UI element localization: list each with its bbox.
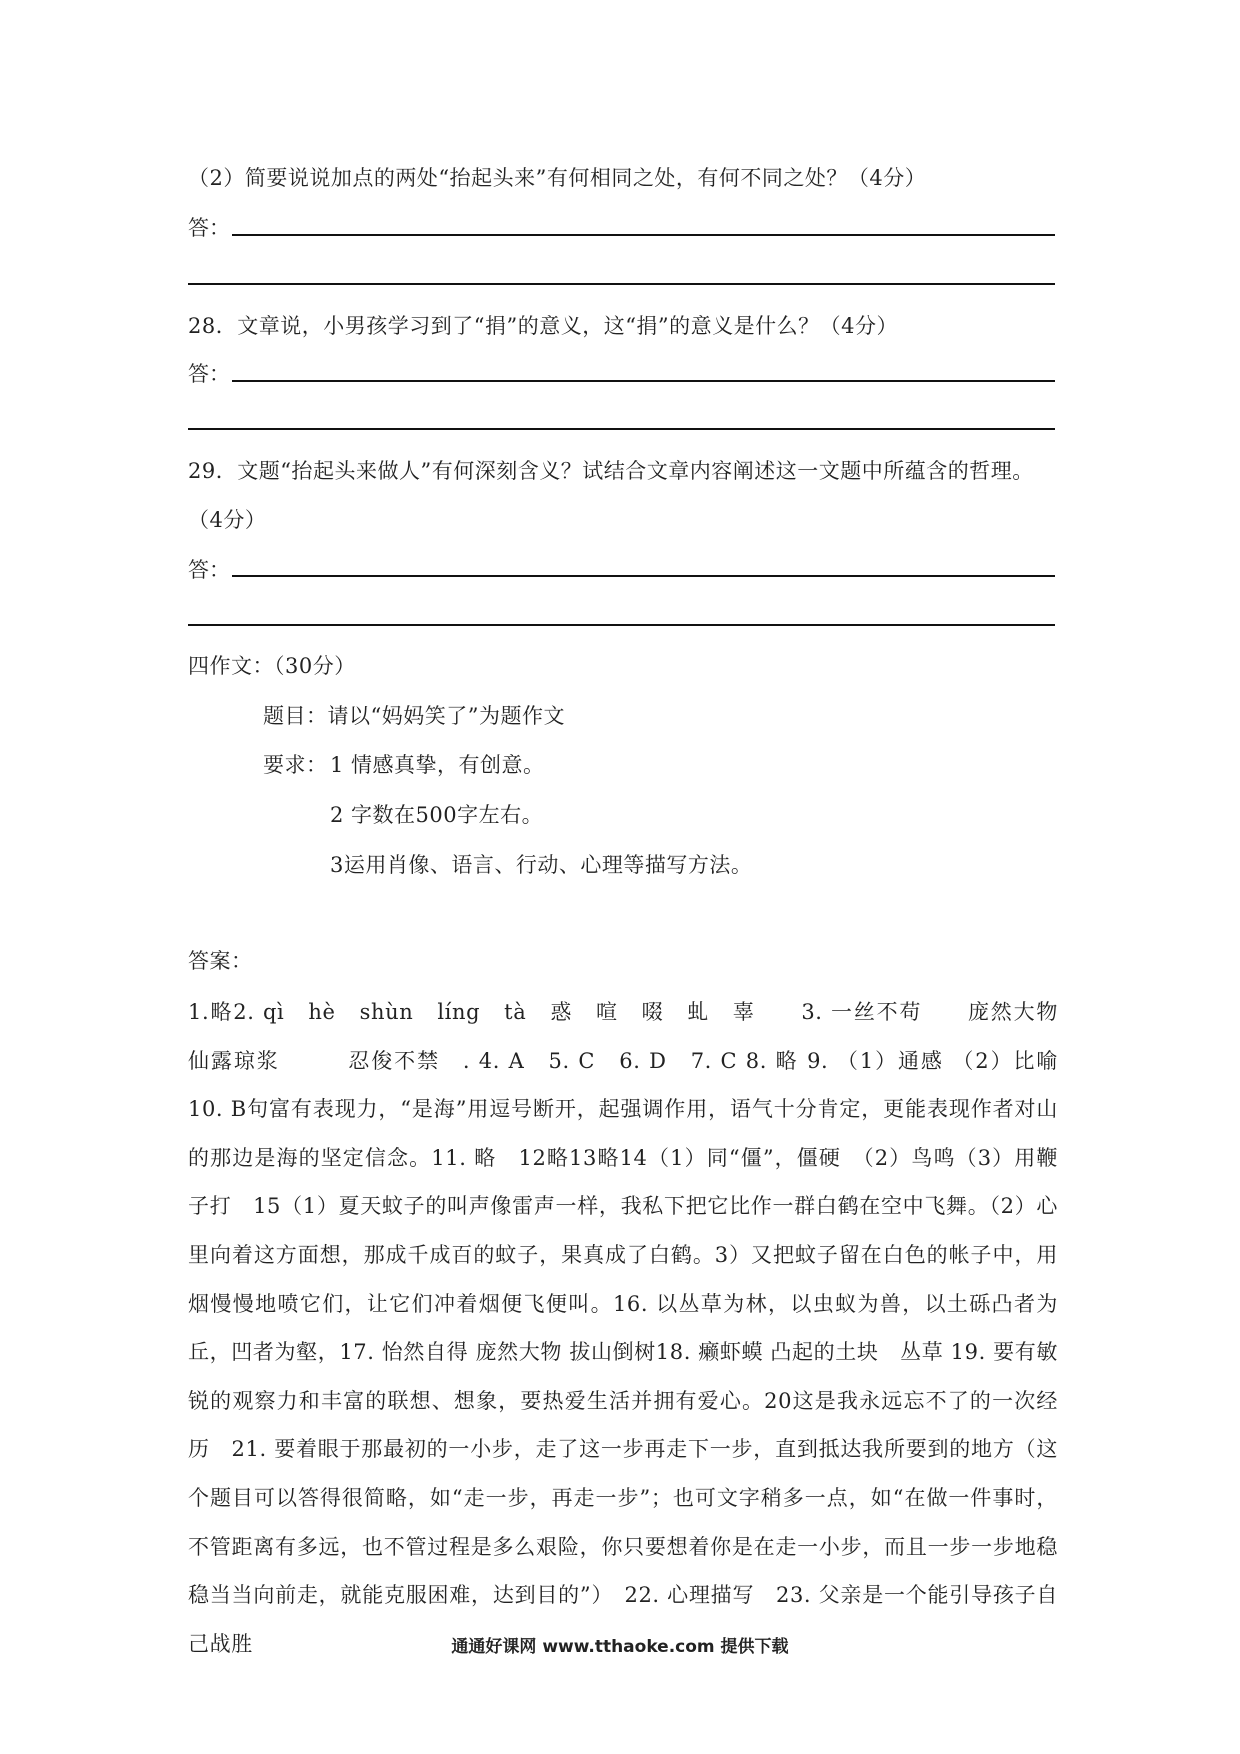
answer-label: 答：: [188, 216, 230, 240]
composition-req-1: 1 情感真挚，有创意。: [330, 753, 545, 777]
answer-label: 答：: [188, 362, 230, 386]
answer-line: [232, 575, 1055, 577]
composition-topic: 题目：请以“妈妈笑了”为题作文: [263, 704, 565, 728]
answers-body: 1.略2. qì hè shùn líng tà 惑 喧 啜 虬 辜 3. 一丝不苟 庞然大物 仙露琼浆 忍俊不禁 . 4. A 5. C 6. D 7. C 8. 略 9. （1）通感 （2）比喻 10. B句富有表现力，“是海”用逗号断开，起强调作用，语气十分肯定，更能表现作者对山的那边是海的坚定信念。11. 略 12略13略14（1）同“僵”，僵硬 （2）鸟鸣（3）用鞭子打 15（1）夏天蚊子的叫声像雷声一样，我私下把它比作一群白鹤在空中飞舞。（2）心里向着这方面想，那成千成百的蚊子，果真成了白鹤。3）又把蚊子留在白色的帐子中，用烟慢慢地喷它们，让它们冲着烟便飞便叫。16. 以丛草为林，以虫蚁为兽，以土砾凸者为丘，凹者为壑，17. 怡然自得 庞然大物 拔山倒树18. 癞虾蟆 凸起的土块 丛草 19. 要有敏锐的观察力和丰富的联想、想象，要热爱生活并拥有爱心。20这是我永远忘不了的一次经历 21. 要着眼于那最初的一小步，走了这一步再走下一步，直到抵达我所要到的地方（这个题目可以答得很简略，如“走一步，再走一步”；也可文字稍多一点，如“在做一件事时，不管距离有多远，也不管过程是多么艰险，你只要想着你是在走一小步，而且一步一步地稳稳当当向前走，就能克服困难，达到目的”） 22. 心理描写 23. 父亲是一个能引导孩子自己战胜: [188, 1000, 1102, 1656]
question-29-cont: （4分）: [188, 508, 267, 532]
page-footer: 通通好课网 www.tthaoke.com 提供下载: [451, 1637, 789, 1657]
composition-heading: 四作文：（30分）: [188, 654, 356, 678]
answer-line: [232, 380, 1055, 382]
composition-req-2: 2 字数在500字左右。: [330, 803, 544, 827]
question-27-2: （2）简要说说加点的两处“抬起头来”有何相同之处，有何不同之处？（4分）: [188, 166, 927, 190]
answer-line: [188, 283, 1055, 285]
composition-req-3: 3运用肖像、语言、行动、心理等描写方法。: [330, 853, 753, 877]
answer-line: [188, 624, 1055, 626]
composition-req-label: 要求：: [263, 753, 328, 777]
question-29: 29．文题“抬起头来做人”有何深刻含义？试结合文章内容阐述这一文题中所蕴含的哲理。: [188, 459, 1034, 483]
question-28: 28．文章说，小男孩学习到了“捐”的意义，这“捐”的意义是什么？（4分）: [188, 314, 899, 338]
answer-line: [232, 234, 1055, 236]
answer-label: 答：: [188, 558, 230, 582]
answer-line: [188, 428, 1055, 430]
answers-heading: 答案：: [188, 949, 253, 973]
